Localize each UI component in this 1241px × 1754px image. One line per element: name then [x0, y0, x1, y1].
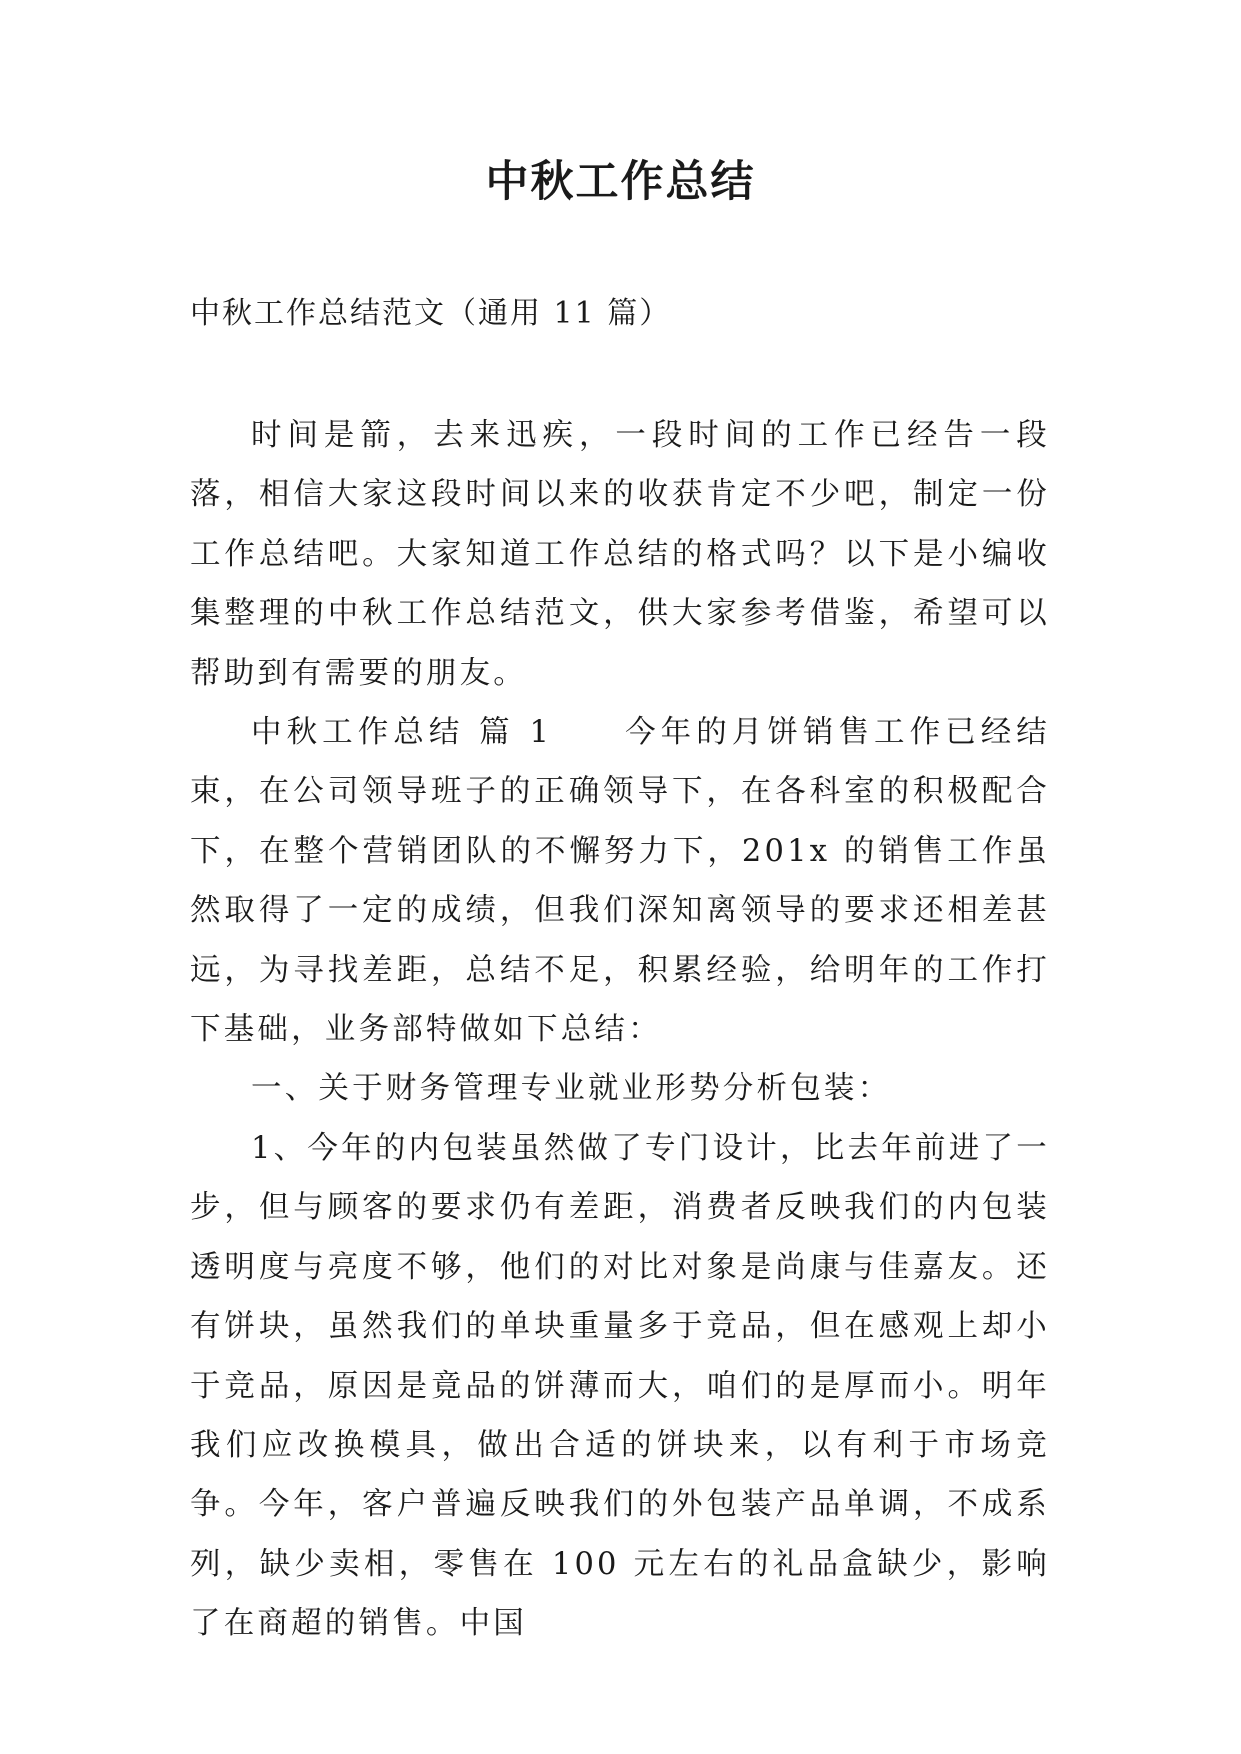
packaging-paragraph: 1、今年的内包装虽然做了专门设计，比去年前进了一步，但与顾客的要求仍有差距，消费者反映我们的内包装透明度与亮度不够，他们的对比对象是尚康与佳嘉友。还有饼块，虽然我们的单块重量多于竞品，但在感观上却小于竞品，原因是竟品的饼薄而大，咱们的是厚而小。明年我们应改换模具，做出合适的饼块来，以有利于市场竞争。今年，客户普遍反映我们的外包装产品单调，不成系列，缺少卖相，零售在 100 元左右的礼品盒缺少，影响了在商超的销售。中国 [190, 1130, 1050, 1642]
document-subtitle: 中秋工作总结范文（通用 11 篇） [190, 296, 672, 331]
section-1-paragraph: 中秋工作总结 篇 1 今年的月饼销售工作已经结束，在公司领导班子的正确领导下，在各科室的积极配合下，在整个营销团队的不懈努力下，201x 的销售工作虽然取得了一定的成绩，但我们深知离领导的要求还相差甚远，为寻找差距，总结不足，积累经验，给明年的工作打下基础，业务部特做如下总结： [190, 715, 1050, 1048]
intro-paragraph: 时间是箭，去来迅疾，一段时间的工作已经告一段落，相信大家这段时间以来的收获肯定不少吧，制定一份工作总结吧。大家知道工作总结的格式吗？以下是小编收集整理的中秋工作总结范文，供大家参考借鉴，希望可以帮助到有需要的朋友。 [190, 418, 1050, 691]
heading-paragraph: 一、关于财务管理专业就业形势分析包装： [251, 1071, 892, 1107]
document-title: 中秋工作总结 [485, 157, 756, 207]
document-body [190, 406, 1050, 1654]
